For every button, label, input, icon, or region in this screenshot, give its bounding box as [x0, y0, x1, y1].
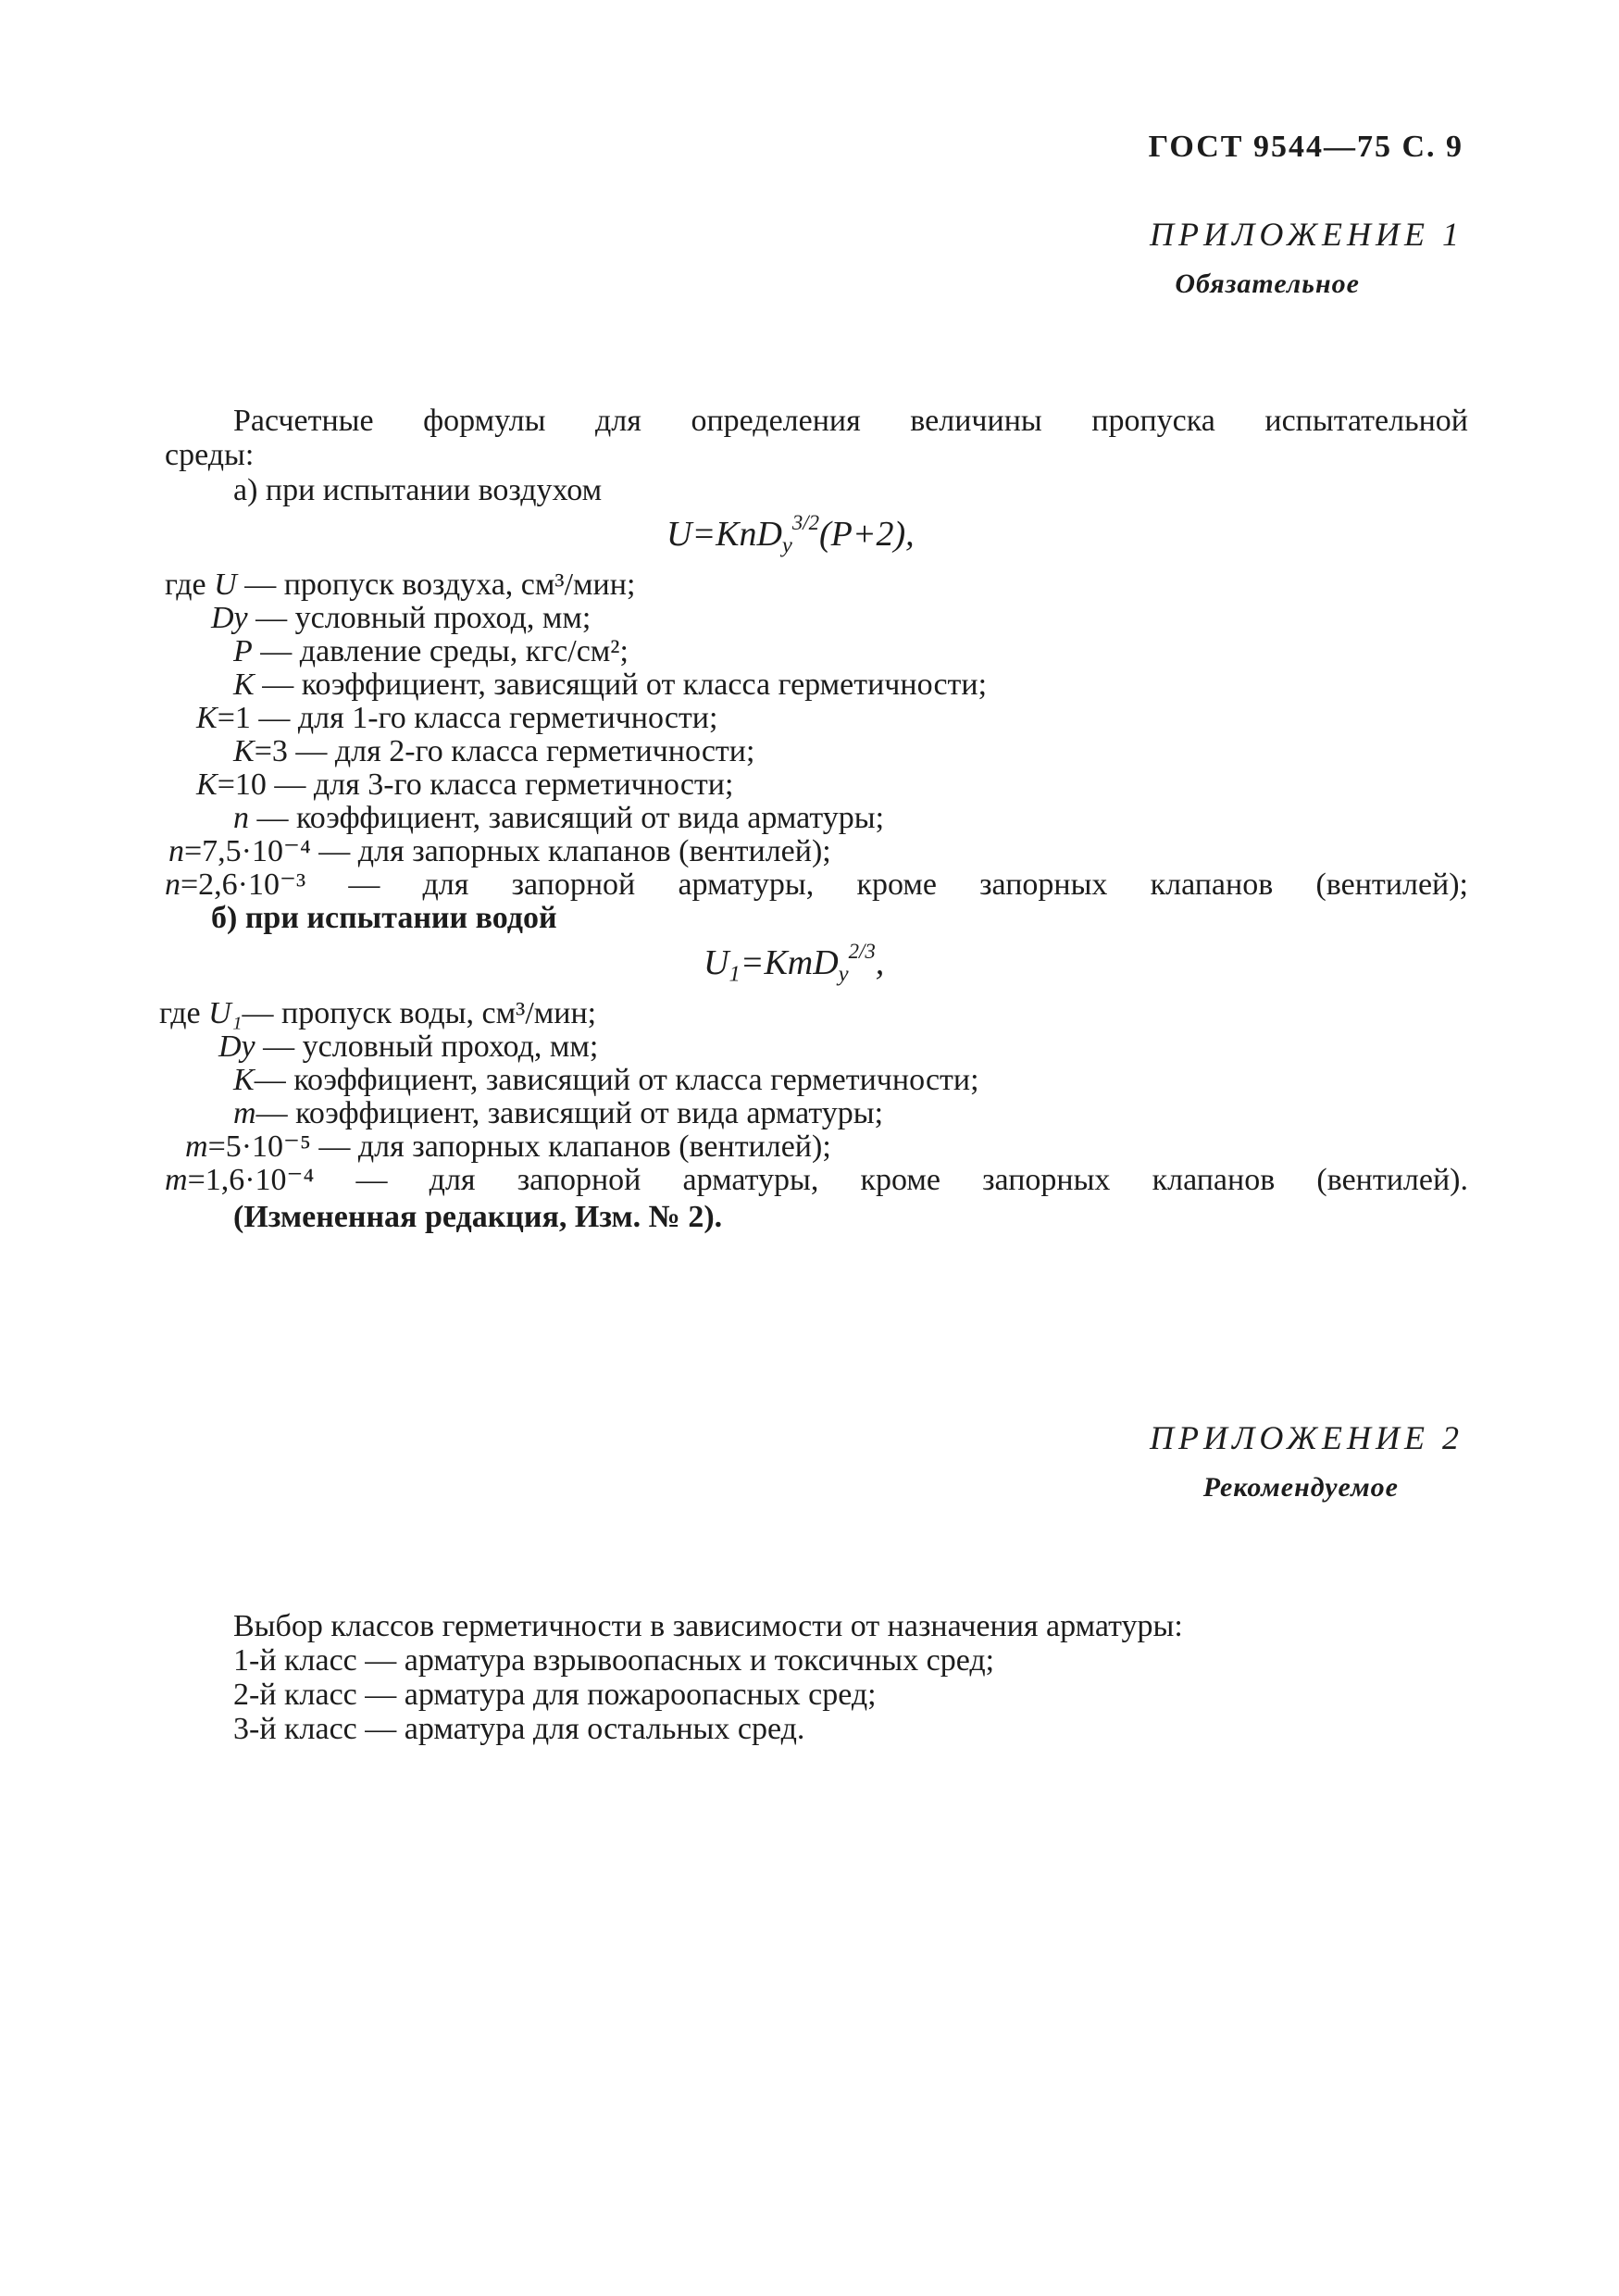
- where-symbol: K: [196, 767, 218, 802]
- where-symbol: K: [233, 1063, 255, 1097]
- where-text: =2,6·10⁻³ — для запорной арматуры, кроме запорных клапанов (вентилей);: [181, 867, 1468, 902]
- appendix-2-title: ПРИЛОЖЕНИЕ 2: [1150, 1419, 1463, 1456]
- formula-air: [666, 510, 915, 558]
- appendix-1-intro-line1: Расчетные формулы для определения величины пропуска испытательной: [233, 404, 1468, 438]
- where-lead: где: [159, 996, 201, 1030]
- appendix-1-title: ПРИЛОЖЕНИЕ 1: [1150, 216, 1463, 253]
- where-symbol: Dу: [211, 601, 248, 635]
- where-symbol: m: [233, 1096, 256, 1130]
- where-symbol: U: [214, 568, 237, 602]
- where-symbol: Dу: [218, 1029, 255, 1064]
- where-b-row: [233, 1062, 979, 1099]
- formula-water: [704, 939, 885, 987]
- appendix-2-subtitle: Рекомендуемое: [1202, 1472, 1399, 1503]
- where-text: — коэффициент, зависящий от класса герметичности;: [254, 1063, 979, 1097]
- class-item: 2-й класс — арматура для пожароопасных сред;: [233, 1678, 877, 1712]
- class-item: 3-й класс — арматура для остальных сред.: [233, 1712, 805, 1746]
- where-symbol: K: [196, 701, 218, 735]
- where-symbol: K: [233, 734, 255, 768]
- where-b-row: [233, 1095, 883, 1132]
- formula-water-tail: ,: [875, 943, 885, 982]
- formula-air-sub: у: [781, 532, 792, 558]
- class-item: 1-й класс — арматура взрывоопасных и токсичных сред;: [233, 1643, 995, 1678]
- where-text: — условный проход, мм;: [263, 1029, 599, 1064]
- formula-water-lhs: U: [704, 943, 729, 982]
- where-symbol: P: [233, 634, 253, 668]
- where-text: =3 — для 2-го класса герметичности;: [254, 734, 755, 768]
- formula-air-sup: 3/2: [791, 510, 819, 534]
- where-symbol: n: [168, 834, 184, 868]
- where-symbol: n: [233, 801, 249, 835]
- appendix-2-intro: Выбор классов герметичности в зависимости от назначения арматуры:: [233, 1609, 1183, 1643]
- where-a-row: [168, 833, 831, 870]
- where-text: — пропуск воды, см³/мин;: [242, 996, 597, 1030]
- where-b-row: [218, 1029, 598, 1066]
- where-a-row: [211, 600, 591, 637]
- where-text: — коэффициент, зависящий от вида арматуры;: [256, 801, 885, 835]
- where-text: — пропуск воздуха, см³/мин;: [244, 568, 636, 602]
- where-text: — давление среды, кгс/см²;: [260, 634, 629, 668]
- revision-note: (Измененная редакция, Изм. № 2).: [233, 1200, 723, 1234]
- formula-air-tail: (P+2),: [819, 515, 915, 554]
- case-a-label: а) при испытании воздухом: [233, 473, 603, 507]
- where-text: — коэффициент, зависящий от класса герметичности;: [262, 668, 988, 702]
- appendix-1-intro-line2: среды:: [165, 438, 255, 472]
- where-b-row: [165, 1162, 1468, 1199]
- where-lead: где: [165, 568, 206, 602]
- where-symbol: K: [233, 668, 255, 702]
- where-text: =1,6·10⁻⁴ — для запорной арматуры, кроме запорных клапанов (вентилей).: [187, 1163, 1468, 1197]
- where-a-row: [165, 567, 635, 604]
- where-a-row: [233, 733, 754, 770]
- page-header: ГОСТ 9544—75 С. 9: [1148, 130, 1463, 164]
- where-a-row: [233, 800, 884, 837]
- where-symbol: U₁: [208, 996, 243, 1030]
- case-b-label: б) при испытании водой: [211, 901, 557, 935]
- where-symbol: m: [165, 1163, 188, 1197]
- where-a-row: [165, 867, 1468, 904]
- where-text: =5·10⁻⁵ — для запорных клапанов (вентилей);: [207, 1129, 831, 1164]
- where-b-row: [185, 1129, 831, 1166]
- formula-water-lhs-sub: 1: [729, 961, 741, 987]
- where-text: — условный проход, мм;: [255, 601, 592, 635]
- where-a-row: [233, 633, 629, 670]
- where-text: =7,5·10⁻⁴ — для запорных клапанов (вентилей);: [184, 834, 831, 868]
- where-a-row: [233, 667, 987, 704]
- where-a-row: [196, 700, 717, 737]
- formula-water-sub: у: [838, 961, 849, 987]
- where-symbol: n: [165, 867, 181, 902]
- where-text: — коэффициент, зависящий от вида арматуры;: [255, 1096, 884, 1130]
- formula-water-sup: 2/3: [848, 939, 876, 963]
- where-symbol: m: [185, 1129, 208, 1164]
- where-a-row: [196, 767, 733, 804]
- where-text: =10 — для 3-го класса герметичности;: [217, 767, 734, 802]
- formula-water-eq: =KmD: [740, 943, 839, 982]
- formula-air-lhs: U: [666, 515, 692, 554]
- formula-air-eq: =KnD: [691, 515, 782, 554]
- where-text: =1 — для 1-го класса герметичности;: [217, 701, 718, 735]
- appendix-1-subtitle: Обязательное: [1175, 268, 1360, 299]
- where-b-row: [159, 995, 596, 1032]
